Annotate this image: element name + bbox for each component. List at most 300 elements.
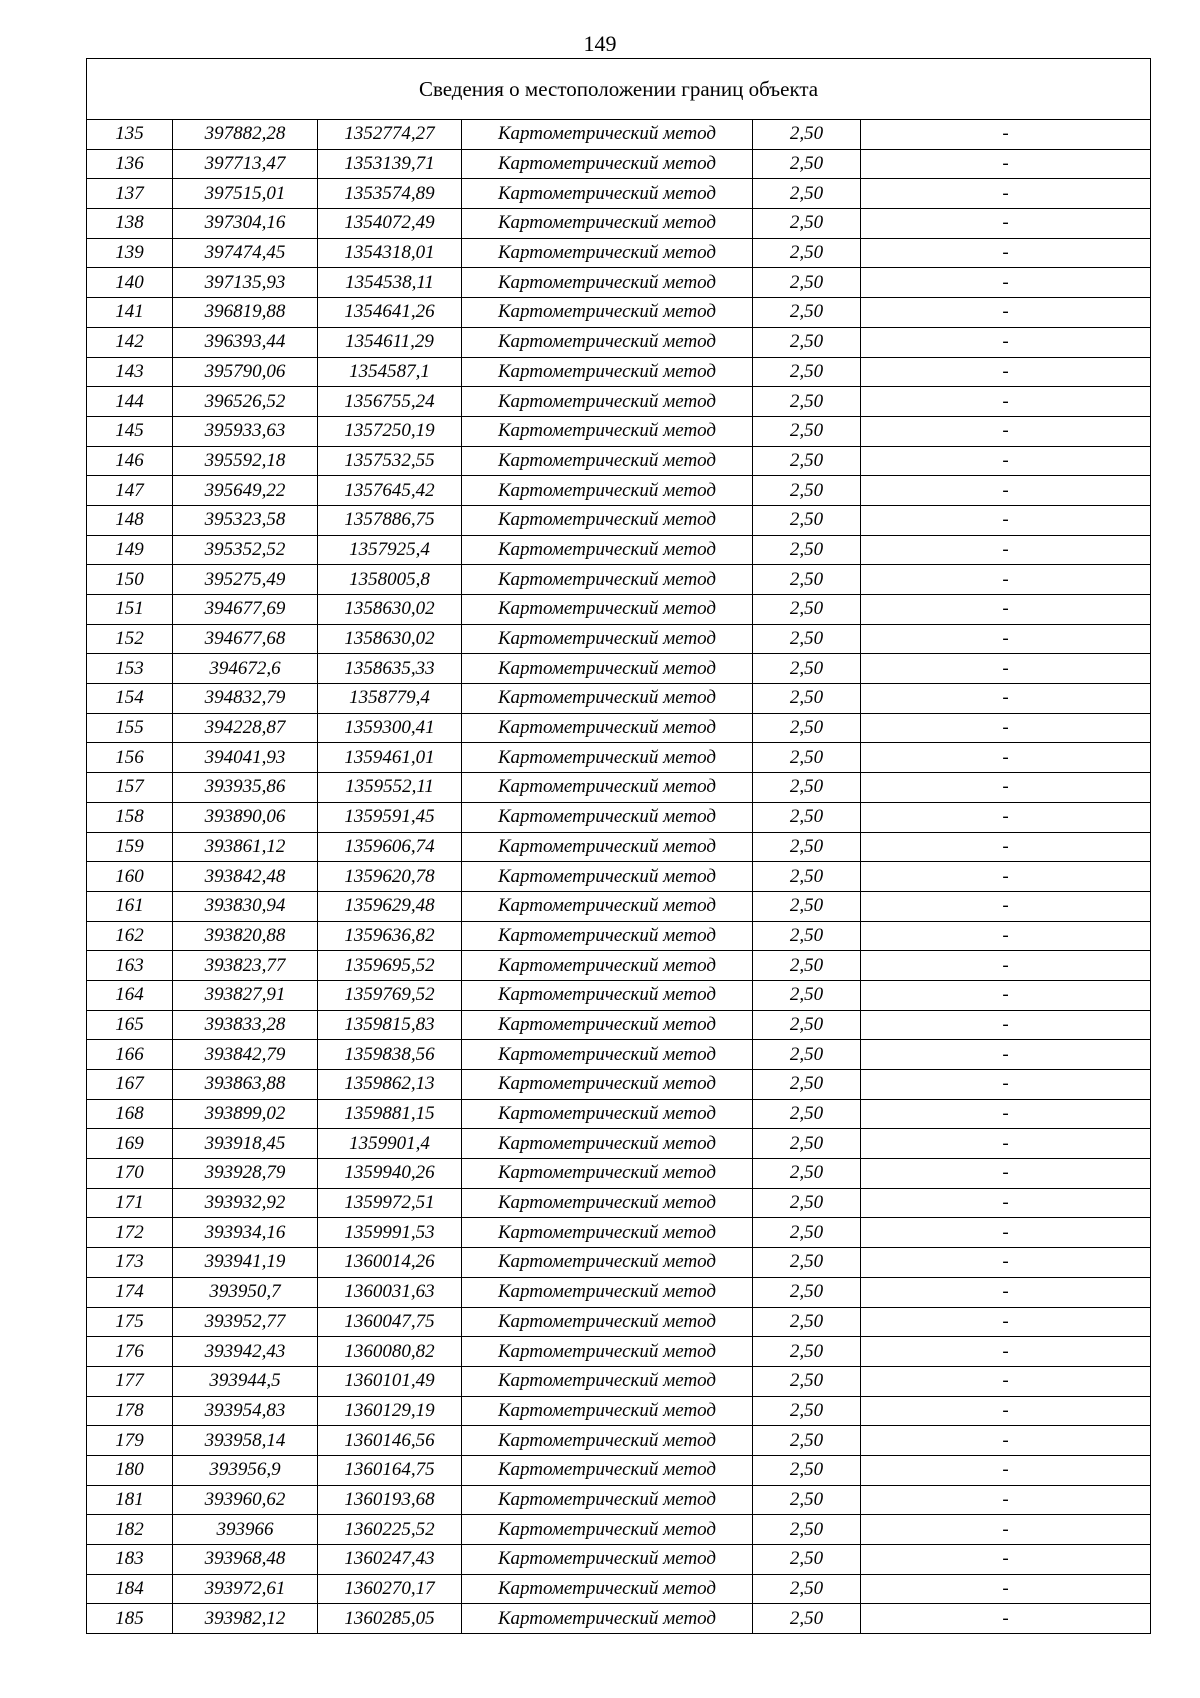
accuracy-cell: 2,50 (753, 209, 861, 239)
description-cell: - (861, 1070, 1151, 1100)
x-coordinate-cell: 393942,43 (173, 1337, 318, 1367)
table-row (87, 1396, 1151, 1426)
point-number-cell: 173 (87, 1248, 173, 1278)
y-coordinate-cell: 1359940,26 (318, 1159, 462, 1189)
point-number-cell: 151 (87, 595, 173, 625)
y-coordinate-cell: 1359815,83 (318, 1010, 462, 1040)
accuracy-cell: 2,50 (753, 179, 861, 209)
method-cell: Картометрический метод (462, 1040, 753, 1070)
description-cell: - (861, 535, 1151, 565)
x-coordinate-cell: 394672,6 (173, 654, 318, 684)
method-cell: Картометрический метод (462, 505, 753, 535)
description-cell: - (861, 1129, 1151, 1159)
method-cell: Картометрический метод (462, 446, 753, 476)
method-cell: Картометрический метод (462, 654, 753, 684)
x-coordinate-cell: 393827,91 (173, 980, 318, 1010)
point-number-cell: 162 (87, 921, 173, 951)
description-cell: - (861, 505, 1151, 535)
y-coordinate-cell: 1354538,11 (318, 268, 462, 298)
description-cell: - (861, 238, 1151, 268)
description-cell: - (861, 179, 1151, 209)
x-coordinate-cell: 393842,79 (173, 1040, 318, 1070)
accuracy-cell: 2,50 (753, 1129, 861, 1159)
x-coordinate-cell: 393830,94 (173, 891, 318, 921)
x-coordinate-cell: 393944,5 (173, 1366, 318, 1396)
x-coordinate-cell: 393899,02 (173, 1099, 318, 1129)
table-row (87, 268, 1151, 298)
description-cell: - (861, 595, 1151, 625)
table-title: Сведения о местоположении границ объекта (87, 59, 1151, 120)
accuracy-cell: 2,50 (753, 1366, 861, 1396)
accuracy-cell: 2,50 (753, 802, 861, 832)
description-cell: - (861, 357, 1151, 387)
y-coordinate-cell: 1360080,82 (318, 1337, 462, 1367)
table-row (87, 149, 1151, 179)
point-number-cell: 182 (87, 1515, 173, 1545)
method-cell: Картометрический метод (462, 1159, 753, 1189)
y-coordinate-cell: 1360101,49 (318, 1366, 462, 1396)
point-number-cell: 141 (87, 298, 173, 328)
x-coordinate-cell: 394832,79 (173, 684, 318, 714)
point-number-cell: 170 (87, 1159, 173, 1189)
method-cell: Картометрический метод (462, 1099, 753, 1129)
accuracy-cell: 2,50 (753, 1010, 861, 1040)
y-coordinate-cell: 1359901,4 (318, 1129, 462, 1159)
table-row (87, 921, 1151, 951)
y-coordinate-cell: 1359629,48 (318, 891, 462, 921)
method-cell: Картометрический метод (462, 1455, 753, 1485)
description-cell: - (861, 743, 1151, 773)
y-coordinate-cell: 1359862,13 (318, 1070, 462, 1100)
table-row (87, 1040, 1151, 1070)
accuracy-cell: 2,50 (753, 773, 861, 803)
method-cell: Картометрический метод (462, 1426, 753, 1456)
point-number-cell: 175 (87, 1307, 173, 1337)
description-cell: - (861, 951, 1151, 981)
description-cell: - (861, 416, 1151, 446)
description-cell: - (861, 802, 1151, 832)
method-cell: Картометрический метод (462, 743, 753, 773)
point-number-cell: 179 (87, 1426, 173, 1456)
method-cell: Картометрический метод (462, 238, 753, 268)
description-cell: - (861, 565, 1151, 595)
x-coordinate-cell: 394677,68 (173, 624, 318, 654)
y-coordinate-cell: 1359769,52 (318, 980, 462, 1010)
table-row (87, 773, 1151, 803)
method-cell: Картометрический метод (462, 179, 753, 209)
accuracy-cell: 2,50 (753, 743, 861, 773)
accuracy-cell: 2,50 (753, 624, 861, 654)
point-number-cell: 144 (87, 387, 173, 417)
method-cell: Картометрический метод (462, 921, 753, 951)
x-coordinate-cell: 393863,88 (173, 1070, 318, 1100)
accuracy-cell: 2,50 (753, 1159, 861, 1189)
accuracy-cell: 2,50 (753, 357, 861, 387)
x-coordinate-cell: 394677,69 (173, 595, 318, 625)
point-number-cell: 161 (87, 891, 173, 921)
table-row (87, 743, 1151, 773)
table-row (87, 891, 1151, 921)
accuracy-cell: 2,50 (753, 1545, 861, 1575)
x-coordinate-cell: 393956,9 (173, 1455, 318, 1485)
x-coordinate-cell: 393928,79 (173, 1159, 318, 1189)
point-number-cell: 176 (87, 1337, 173, 1367)
y-coordinate-cell: 1354611,29 (318, 327, 462, 357)
y-coordinate-cell: 1357645,42 (318, 476, 462, 506)
x-coordinate-cell: 393958,14 (173, 1426, 318, 1456)
table-row (87, 1485, 1151, 1515)
accuracy-cell: 2,50 (753, 980, 861, 1010)
y-coordinate-cell: 1360014,26 (318, 1248, 462, 1278)
description-cell: - (861, 1485, 1151, 1515)
x-coordinate-cell: 397304,16 (173, 209, 318, 239)
table-row (87, 387, 1151, 417)
table-row (87, 832, 1151, 862)
point-number-cell: 181 (87, 1485, 173, 1515)
y-coordinate-cell: 1360225,52 (318, 1515, 462, 1545)
x-coordinate-cell: 395649,22 (173, 476, 318, 506)
page-number: 149 (583, 31, 617, 56)
point-number-cell: 166 (87, 1040, 173, 1070)
x-coordinate-cell: 394228,87 (173, 713, 318, 743)
y-coordinate-cell: 1360285,05 (318, 1604, 462, 1634)
point-number-cell: 146 (87, 446, 173, 476)
point-number-cell: 171 (87, 1188, 173, 1218)
y-coordinate-cell: 1359991,53 (318, 1218, 462, 1248)
x-coordinate-cell: 395275,49 (173, 565, 318, 595)
method-cell: Картометрический метод (462, 149, 753, 179)
table-row (87, 179, 1151, 209)
point-number-cell: 163 (87, 951, 173, 981)
accuracy-cell: 2,50 (753, 654, 861, 684)
description-cell: - (861, 476, 1151, 506)
description-cell: - (861, 1099, 1151, 1129)
x-coordinate-cell: 393820,88 (173, 921, 318, 951)
table-row (87, 238, 1151, 268)
y-coordinate-cell: 1356755,24 (318, 387, 462, 417)
point-number-cell: 148 (87, 505, 173, 535)
point-number-cell: 174 (87, 1277, 173, 1307)
accuracy-cell: 2,50 (753, 387, 861, 417)
table-row (87, 951, 1151, 981)
accuracy-cell: 2,50 (753, 921, 861, 951)
table-row (87, 327, 1151, 357)
x-coordinate-cell: 395323,58 (173, 505, 318, 535)
description-cell: - (861, 1515, 1151, 1545)
description-cell: - (861, 773, 1151, 803)
accuracy-cell: 2,50 (753, 1188, 861, 1218)
table-row (87, 298, 1151, 328)
y-coordinate-cell: 1357250,19 (318, 416, 462, 446)
method-cell: Картометрический метод (462, 1515, 753, 1545)
x-coordinate-cell: 393960,62 (173, 1485, 318, 1515)
x-coordinate-cell: 395592,18 (173, 446, 318, 476)
y-coordinate-cell: 1358005,8 (318, 565, 462, 595)
table-body (87, 120, 1151, 1634)
method-cell: Картометрический метод (462, 298, 753, 328)
accuracy-cell: 2,50 (753, 120, 861, 150)
table-row (87, 535, 1151, 565)
method-cell: Картометрический метод (462, 1366, 753, 1396)
y-coordinate-cell: 1359591,45 (318, 802, 462, 832)
description-cell: - (861, 268, 1151, 298)
y-coordinate-cell: 1354072,49 (318, 209, 462, 239)
table-row (87, 1099, 1151, 1129)
y-coordinate-cell: 1354587,1 (318, 357, 462, 387)
description-cell: - (861, 1188, 1151, 1218)
method-cell: Картометрический метод (462, 1070, 753, 1100)
table-row (87, 1307, 1151, 1337)
point-number-cell: 177 (87, 1366, 173, 1396)
x-coordinate-cell: 395790,06 (173, 357, 318, 387)
table-row (87, 476, 1151, 506)
point-number-cell: 184 (87, 1574, 173, 1604)
table-row (87, 120, 1151, 150)
y-coordinate-cell: 1360164,75 (318, 1455, 462, 1485)
x-coordinate-cell: 393954,83 (173, 1396, 318, 1426)
y-coordinate-cell: 1353574,89 (318, 179, 462, 209)
description-cell: - (861, 1396, 1151, 1426)
method-cell: Картометрический метод (462, 1129, 753, 1159)
description-cell: - (861, 149, 1151, 179)
x-coordinate-cell: 393934,16 (173, 1218, 318, 1248)
point-number-cell: 185 (87, 1604, 173, 1634)
point-number-cell: 153 (87, 654, 173, 684)
description-cell: - (861, 446, 1151, 476)
y-coordinate-cell: 1358630,02 (318, 595, 462, 625)
table-row (87, 357, 1151, 387)
y-coordinate-cell: 1358635,33 (318, 654, 462, 684)
method-cell: Картометрический метод (462, 209, 753, 239)
accuracy-cell: 2,50 (753, 595, 861, 625)
x-coordinate-cell: 397474,45 (173, 238, 318, 268)
accuracy-cell: 2,50 (753, 238, 861, 268)
accuracy-cell: 2,50 (753, 684, 861, 714)
description-cell: - (861, 1218, 1151, 1248)
point-number-cell: 169 (87, 1129, 173, 1159)
method-cell: Картометрический метод (462, 595, 753, 625)
point-number-cell: 137 (87, 179, 173, 209)
method-cell: Картометрический метод (462, 268, 753, 298)
y-coordinate-cell: 1360193,68 (318, 1485, 462, 1515)
method-cell: Картометрический метод (462, 387, 753, 417)
point-number-cell: 145 (87, 416, 173, 446)
table-row (87, 1574, 1151, 1604)
accuracy-cell: 2,50 (753, 298, 861, 328)
x-coordinate-cell: 393833,28 (173, 1010, 318, 1040)
description-cell: - (861, 209, 1151, 239)
description-cell: - (861, 387, 1151, 417)
method-cell: Картометрический метод (462, 120, 753, 150)
x-coordinate-cell: 395933,63 (173, 416, 318, 446)
x-coordinate-cell: 393968,48 (173, 1545, 318, 1575)
accuracy-cell: 2,50 (753, 1040, 861, 1070)
accuracy-cell: 2,50 (753, 535, 861, 565)
table-row (87, 1426, 1151, 1456)
method-cell: Картометрический метод (462, 980, 753, 1010)
point-number-cell: 152 (87, 624, 173, 654)
x-coordinate-cell: 396526,52 (173, 387, 318, 417)
y-coordinate-cell: 1359620,78 (318, 862, 462, 892)
table-row (87, 1070, 1151, 1100)
description-cell: - (861, 713, 1151, 743)
y-coordinate-cell: 1359972,51 (318, 1188, 462, 1218)
y-coordinate-cell: 1359636,82 (318, 921, 462, 951)
accuracy-cell: 2,50 (753, 832, 861, 862)
accuracy-cell: 2,50 (753, 1307, 861, 1337)
method-cell: Картометрический метод (462, 1574, 753, 1604)
x-coordinate-cell: 393972,61 (173, 1574, 318, 1604)
point-number-cell: 178 (87, 1396, 173, 1426)
description-cell: - (861, 1574, 1151, 1604)
point-number-cell: 136 (87, 149, 173, 179)
table-row (87, 1188, 1151, 1218)
table-row (87, 713, 1151, 743)
method-cell: Картометрический метод (462, 802, 753, 832)
description-cell: - (861, 327, 1151, 357)
description-cell: - (861, 1159, 1151, 1189)
y-coordinate-cell: 1357925,4 (318, 535, 462, 565)
accuracy-cell: 2,50 (753, 1248, 861, 1278)
y-coordinate-cell: 1359300,41 (318, 713, 462, 743)
y-coordinate-cell: 1358630,02 (318, 624, 462, 654)
method-cell: Картометрический метод (462, 624, 753, 654)
point-number-cell: 135 (87, 120, 173, 150)
table-row (87, 1010, 1151, 1040)
accuracy-cell: 2,50 (753, 1485, 861, 1515)
description-cell: - (861, 1455, 1151, 1485)
table-row (87, 802, 1151, 832)
method-cell: Картометрический метод (462, 832, 753, 862)
table-row (87, 1248, 1151, 1278)
description-cell: - (861, 1307, 1151, 1337)
point-number-cell: 164 (87, 980, 173, 1010)
point-number-cell: 180 (87, 1455, 173, 1485)
y-coordinate-cell: 1359881,15 (318, 1099, 462, 1129)
table-row (87, 565, 1151, 595)
accuracy-cell: 2,50 (753, 1604, 861, 1634)
method-cell: Картометрический метод (462, 1307, 753, 1337)
table-row (87, 1515, 1151, 1545)
boundary-table (86, 58, 1151, 1634)
method-cell: Картометрический метод (462, 1545, 753, 1575)
description-cell: - (861, 1604, 1151, 1634)
x-coordinate-cell: 393941,19 (173, 1248, 318, 1278)
x-coordinate-cell: 393932,92 (173, 1188, 318, 1218)
method-cell: Картометрический метод (462, 1396, 753, 1426)
x-coordinate-cell: 393935,86 (173, 773, 318, 803)
point-number-cell: 143 (87, 357, 173, 387)
method-cell: Картометрический метод (462, 684, 753, 714)
description-cell: - (861, 298, 1151, 328)
x-coordinate-cell: 397135,93 (173, 268, 318, 298)
point-number-cell: 139 (87, 238, 173, 268)
table-row (87, 505, 1151, 535)
x-coordinate-cell: 394041,93 (173, 743, 318, 773)
table-row (87, 1218, 1151, 1248)
accuracy-cell: 2,50 (753, 565, 861, 595)
accuracy-cell: 2,50 (753, 446, 861, 476)
point-number-cell: 183 (87, 1545, 173, 1575)
accuracy-cell: 2,50 (753, 1396, 861, 1426)
point-number-cell: 165 (87, 1010, 173, 1040)
x-coordinate-cell: 393842,48 (173, 862, 318, 892)
description-cell: - (861, 120, 1151, 150)
description-cell: - (861, 1248, 1151, 1278)
y-coordinate-cell: 1359695,52 (318, 951, 462, 981)
table-row (87, 209, 1151, 239)
y-coordinate-cell: 1360270,17 (318, 1574, 462, 1604)
accuracy-cell: 2,50 (753, 951, 861, 981)
y-coordinate-cell: 1360146,56 (318, 1426, 462, 1456)
y-coordinate-cell: 1360129,19 (318, 1396, 462, 1426)
x-coordinate-cell: 397515,01 (173, 179, 318, 209)
description-cell: - (861, 684, 1151, 714)
y-coordinate-cell: 1359606,74 (318, 832, 462, 862)
description-cell: - (861, 1545, 1151, 1575)
x-coordinate-cell: 393823,77 (173, 951, 318, 981)
description-cell: - (861, 921, 1151, 951)
method-cell: Картометрический метод (462, 1218, 753, 1248)
accuracy-cell: 2,50 (753, 1574, 861, 1604)
point-number-cell: 142 (87, 327, 173, 357)
table-row (87, 1604, 1151, 1634)
accuracy-cell: 2,50 (753, 891, 861, 921)
x-coordinate-cell: 395352,52 (173, 535, 318, 565)
accuracy-cell: 2,50 (753, 1277, 861, 1307)
accuracy-cell: 2,50 (753, 327, 861, 357)
point-number-cell: 138 (87, 209, 173, 239)
description-cell: - (861, 1366, 1151, 1396)
table-row (87, 624, 1151, 654)
point-number-cell: 172 (87, 1218, 173, 1248)
table-row (87, 1277, 1151, 1307)
accuracy-cell: 2,50 (753, 505, 861, 535)
x-coordinate-cell: 393966 (173, 1515, 318, 1545)
description-cell: - (861, 1010, 1151, 1040)
accuracy-cell: 2,50 (753, 1426, 861, 1456)
y-coordinate-cell: 1360031,63 (318, 1277, 462, 1307)
y-coordinate-cell: 1357532,55 (318, 446, 462, 476)
point-number-cell: 140 (87, 268, 173, 298)
table-row (87, 980, 1151, 1010)
method-cell: Картометрический метод (462, 951, 753, 981)
accuracy-cell: 2,50 (753, 416, 861, 446)
method-cell: Картометрический метод (462, 476, 753, 506)
x-coordinate-cell: 396819,88 (173, 298, 318, 328)
y-coordinate-cell: 1359461,01 (318, 743, 462, 773)
accuracy-cell: 2,50 (753, 1515, 861, 1545)
table-row (87, 654, 1151, 684)
description-cell: - (861, 624, 1151, 654)
description-cell: - (861, 1426, 1151, 1456)
accuracy-cell: 2,50 (753, 1455, 861, 1485)
point-number-cell: 147 (87, 476, 173, 506)
y-coordinate-cell: 1354318,01 (318, 238, 462, 268)
description-cell: - (861, 862, 1151, 892)
point-number-cell: 168 (87, 1099, 173, 1129)
table-row (87, 1366, 1151, 1396)
y-coordinate-cell: 1353139,71 (318, 149, 462, 179)
point-number-cell: 156 (87, 743, 173, 773)
method-cell: Картометрический метод (462, 416, 753, 446)
table-row (87, 1545, 1151, 1575)
method-cell: Картометрический метод (462, 1277, 753, 1307)
accuracy-cell: 2,50 (753, 1337, 861, 1367)
description-cell: - (861, 832, 1151, 862)
description-cell: - (861, 1337, 1151, 1367)
table-row (87, 595, 1151, 625)
